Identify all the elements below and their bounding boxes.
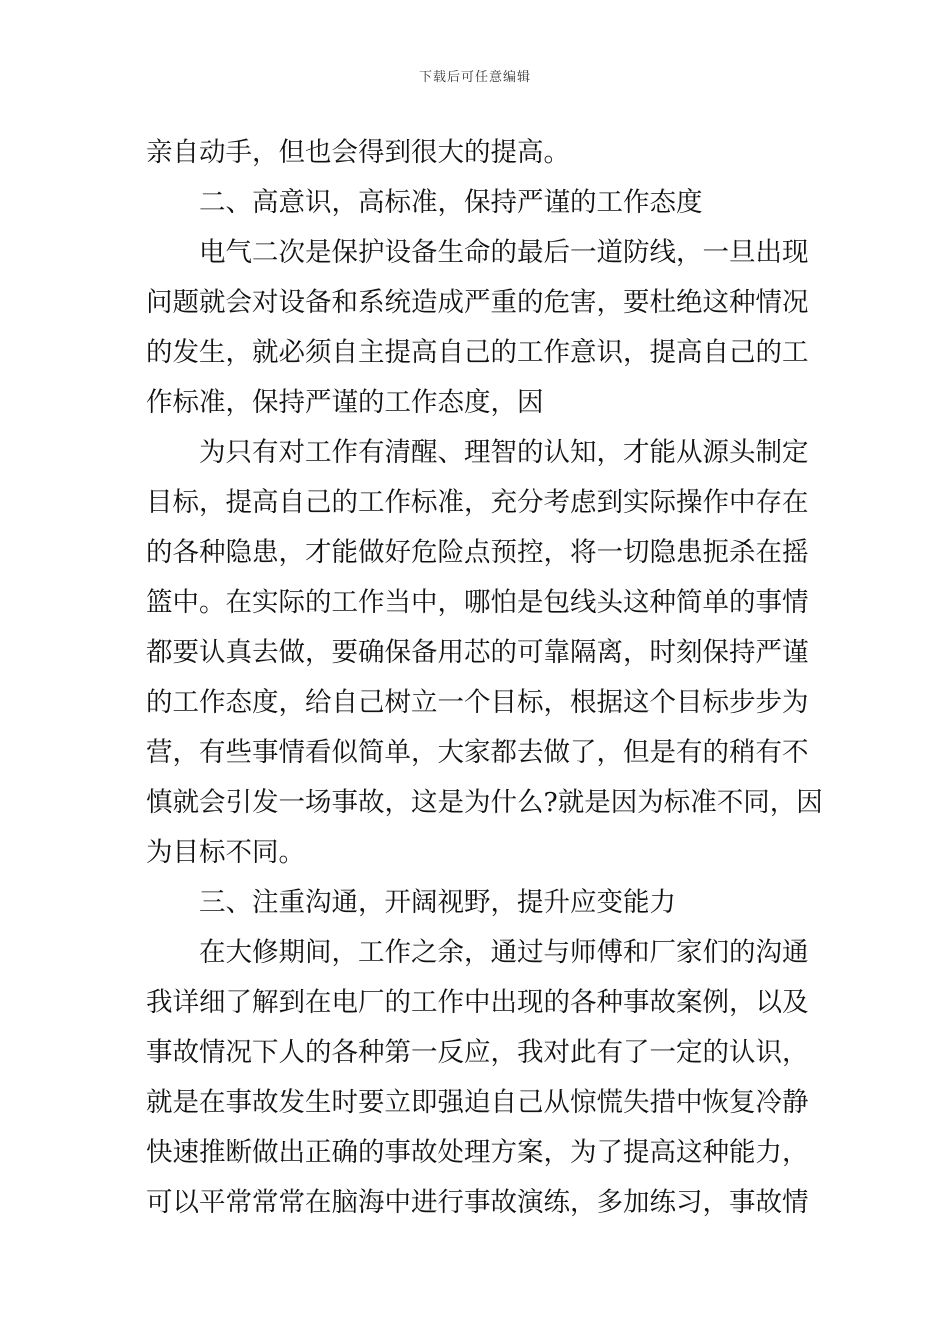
text-line: 可 以 平 常 常 常 在 脑 海 中 进 行 事 故 演 练 ， 多 加 练 习 ， 事 故 情 [146,1187,809,1218]
text-line: 作标准，保持严谨的工作态度，因 [146,387,544,418]
text-line: 问 题 就 会 对 设 备 和 系 统 造 成 严 重 的 危 害 ， 要 杜 绝 这 种 情 况 [146,287,809,318]
text-line: 快 速 推 断 做 出 正 确 的 事 故 处 理 方 案 ， 为 了 提 高 这 种 能 力 ， [146,1137,809,1168]
text-line: 的 发 生 ， 就 必 须 自 主 提 高 自 己 的 工 作 意 识 ， 提 高 自 己 的 工 [146,337,809,368]
text-line: 慎 就 会 引 发 一 场 事 故 ， 这 是 为 什 么 ? 就 是 因 为 标 准 不 同 ， 因 [146,787,823,818]
text-line: 都 要 认 真 去 做 ， 要 确 保 备 用 芯 的 可 靠 隔 离 ， 时 刻 保 持 严 谨 [146,637,809,668]
text-line: 二、高意识，高标准，保持严谨的工作态度 [199,187,703,218]
text-line: 目 标 ， 提 高 自 己 的 工 作 标 准 ， 充 分 考 虑 到 实 际 操 作 中 存 在 [146,487,809,518]
text-line: 营 ， 有 些 事 情 看 似 简 单 ， 大 家 都 去 做 了 ， 但 是 有 的 稍 有 不 [146,737,809,768]
text-line: 事 故 情 况 下 人 的 各 种 第 一 反 应 ， 我 对 此 有 了 一 定 的 认 识 ， [146,1037,809,1068]
text-line: 我 详 细 了 解 到 在 电 厂 的 工 作 中 出 现 的 各 种 事 故 案 例 ， 以 及 [146,987,809,1018]
text-line: 就 是 在 事 故 发 生 时 要 立 即 强 迫 自 己 从 惊 慌 失 措 中 恢 复 冷 静 [146,1087,809,1118]
text-line: 三、注重沟通，开阔视野，提升应变能力 [199,887,676,918]
text-line: 的 工 作 态 度 ， 给 自 己 树 立 一 个 目 标 ， 根 据 这 个 目 标 步 步 为 [146,687,809,718]
text-line: 为目标不同。 [146,837,305,868]
text-line: 的 各 种 隐 患 ， 才 能 做 好 危 险 点 预 控 ， 将 一 切 隐 患 扼 杀 在 摇 [146,537,809,568]
text-line: 在 大 修 期 间 ， 工 作 之 余 ， 通 过 与 师 傅 和 厂 家 们 的 沟 通 [199,937,809,968]
document-body [146,128,823,1228]
text-line: 电 气 二 次 是 保 护 设 备 生 命 的 最 后 一 道 防 线 ， 一 旦 出 现 [199,237,809,268]
text-line: 篮 中 。 在 实 际 的 工 作 当 中 ， 哪 怕 是 包 线 头 这 种 简 单 的 事 情 [146,587,809,618]
page-header: 下载后可任意编辑 [418,70,531,85]
text-line: 为 只 有 对 工 作 有 清 醒 、 理 智 的 认 知 ， 才 能 从 源 头 制 定 [199,437,809,468]
text-line: 亲自动手，但也会得到很大的提高。 [146,137,570,168]
